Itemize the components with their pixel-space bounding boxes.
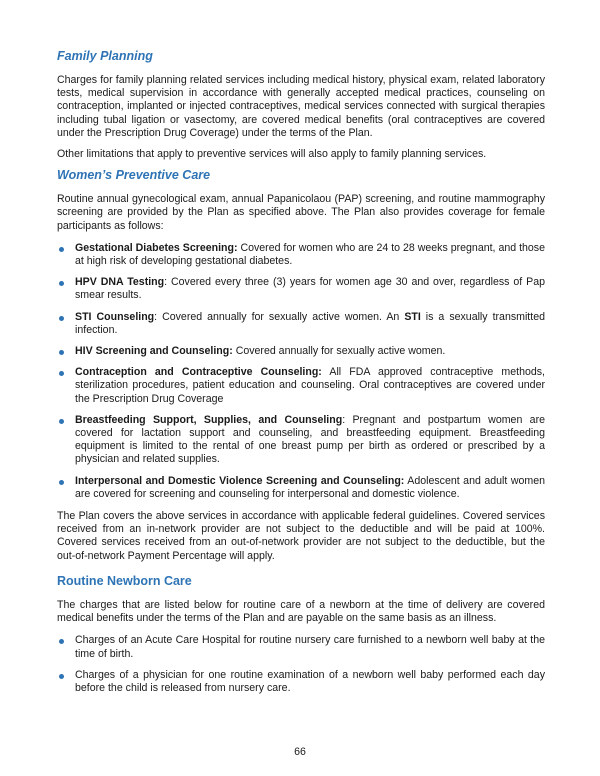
item-term: STI Counseling xyxy=(75,310,155,323)
item-text: : Covered annually for sexually active women. An xyxy=(154,310,405,323)
document-page xyxy=(57,48,545,695)
bullet-icon xyxy=(59,674,64,679)
womens-care-closing: The Plan covers the above services in accordance with applicable federal guidelines. Covered services received from an in-network provider are not subject to the deductible and will be paid at 100%. Covered services received from an out-of-network provider are not subject to the deductible, but the out-of-network Payment Percentage will apply. xyxy=(57,510,545,562)
list-item-sti-counseling xyxy=(57,311,545,337)
family-planning-paragraph: Charges for family planning related services including medical history, physical exam, related laboratory tests, medical supervision in accordance with generally accepted medical practices, counseling on contraception, implanted or injected contraceptives, medical services connected with surgical therapies including tubal ligation or vasectomy, are covered medical benefits (oral contraceptives are covered under the Prescription Drug Coverage) under the terms of the Plan. xyxy=(57,74,545,139)
item-term: Breastfeeding Support, Supplies, and Counseling xyxy=(75,413,343,426)
bullet-icon xyxy=(59,281,64,286)
item-term: HPV DNA Testing xyxy=(75,276,165,289)
bullet-icon xyxy=(59,419,64,424)
item-text: : Covered every three (3) years for women age 30 and over, regardless of Pap smear results. xyxy=(75,276,546,302)
item-text: Charges of an Acute Care Hospital for routine nursery care furnished to a newborn well baby at the time of birth. xyxy=(75,634,545,660)
list-item-gestational-diabetes xyxy=(57,242,545,268)
list-item-physician-exam xyxy=(57,669,545,695)
item-term: Gestational Diabetes Screening: xyxy=(75,241,238,254)
list-item-contraception xyxy=(57,366,545,406)
newborn-care-list xyxy=(57,634,545,695)
womens-care-list xyxy=(57,242,545,501)
womens-care-intro: Routine annual gynecological exam, annual Papanicolaou (PAP) screening, and routine mammography screening are provided by the Plan as specified above. The Plan also provides coverage for female participants as follows: xyxy=(57,193,545,232)
item-text: Covered annually for sexually active women. xyxy=(232,345,446,358)
item-term: HIV Screening and Counseling: xyxy=(75,345,233,358)
item-term: Interpersonal and Domestic Violence Screening and Counseling: xyxy=(75,474,405,487)
list-item-hospital-nursery xyxy=(57,634,545,660)
bullet-icon xyxy=(59,639,64,644)
list-item-breastfeeding xyxy=(57,414,545,467)
bullet-icon xyxy=(59,247,64,252)
item-term-sti: STI xyxy=(404,310,421,323)
bullet-icon xyxy=(59,480,64,485)
item-text: All FDA approved contraceptive methods, sterilization procedures, patient education and counseling. Oral contraceptives are covered under the Prescription Drug Coverage xyxy=(75,366,545,405)
item-term: Contraception and Contraceptive Counseling: xyxy=(75,366,322,379)
bullet-icon xyxy=(59,371,64,376)
bullet-icon xyxy=(59,350,64,355)
page-number: 66 xyxy=(294,746,306,758)
list-item-hiv-screening xyxy=(57,345,545,358)
item-text-cont: is a sexually transmitted infection. xyxy=(75,310,545,336)
list-item-hpv-dna-testing xyxy=(57,276,545,302)
routine-newborn-care-heading: Routine Newborn Care xyxy=(57,573,192,588)
family-planning-heading: Family Planning xyxy=(57,49,153,63)
bullet-icon xyxy=(59,316,64,321)
family-planning-limitations: Other limitations that apply to preventive services will also apply to family planning services. xyxy=(57,148,487,161)
item-text: Covered for women who are 24 to 28 weeks pregnant, and those at high risk of developing gestational diabetes. xyxy=(75,241,545,268)
newborn-care-intro: The charges that are listed below for routine care of a newborn at the time of delivery are covered medical benefits under the terms of the Plan and are payable on the same basis as an illness. xyxy=(57,598,545,625)
womens-preventive-care-heading: Women’s Preventive Care xyxy=(57,168,211,183)
item-text: Charges of a physician for one routine examination of a newborn well baby performed each day before the child is released from nursery care. xyxy=(75,668,545,694)
item-text: : Pregnant and postpartum women are covered for lactation support and counseling, and breastfeeding equipment. Breastfeeding equipment is limited to the rental of one breast pump per birth as ordered or prescribed by a physician and related supplies. xyxy=(75,413,545,466)
list-item-domestic-violence xyxy=(57,475,545,501)
item-text: Adolescent and adult women are covered for screening and counseling for interpersonal and domestic violence. xyxy=(75,474,545,500)
